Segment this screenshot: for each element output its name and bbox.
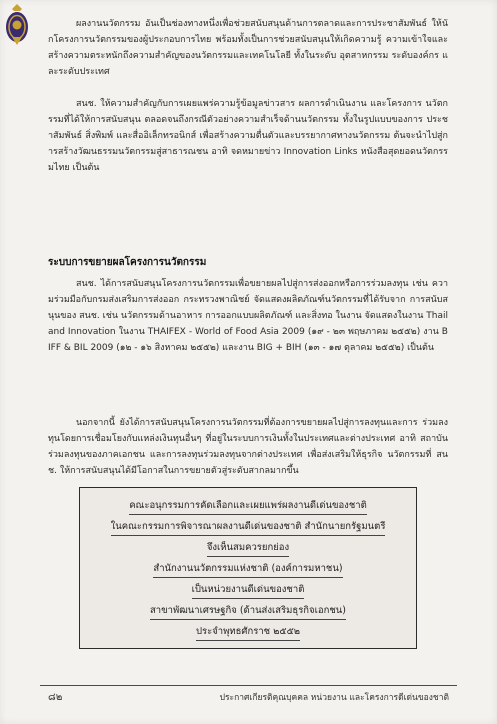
citation-line: คณะอนุกรรมการคัดเลือกและเผยแพร่ผลงานดีเด่นของชาติ (80, 498, 416, 515)
award-citation-box (79, 487, 417, 649)
footer-divider (40, 685, 457, 686)
intro-paragraph: ผลงานนวัตกรรม อันเป็นช่องทางหนึ่งเพื่อช่วยสนับสนุนด้านการตลาดและการประชาสัมพันธ์ ให้นักโครงการนวัตกรรมของผู้ประกอบการไทย พร้อมทั้งเป็นการช่วยสนับสนุนให้เกิดความรู้ ความเข้าใจและสร้างความตระหนักถึงความสำคัญของนวัตกรรมและเทคโนโลยี ทั้งในระดับ อุตสาหกรรม ระดับองค์กร และระดับประเทศ (48, 19, 448, 77)
page-number: ๘๒ (48, 692, 63, 703)
section-heading: ระบบการขยายผลโครงการนวัตกรรม (48, 257, 207, 268)
citation-line: สำนักงานนวัตกรรมแห่งชาติ (องค์การมหาชน) (80, 561, 416, 578)
footer-title: ประกาศเกียรติคุณบุคคล หน่วยงาน และโครงการดีเด่นของชาติ (219, 693, 449, 703)
investment-paragraph: นอกจากนี้ ยังได้การสนับสนุนโครงการนวัตกรรมที่ต้องการขยายผลไปสู่การลงทุนและการ ร่วมลงทุนโดยการเชื่อมโยงกับแหล่งเงินทุนอื่นๆ ที่อยู่ในระบบการเงินทั้งในประเทศและต่างประเทศ อาทิ สถาบันร่วมลงทุนของภาคเอกชน และการลงทุนร่วมลงทุนจากต่างประเทศ เพื่อส่งเสริมให้ธุรกิจ นวัตกรรมที่ สนช. ให้การสนับสนุนได้มีโอกาสในการขยายตัวสู่ระดับสากลมากขึ้น (48, 418, 448, 476)
citation-line: เป็นหน่วยงานดีเด่นของชาติ (80, 582, 416, 599)
citation-line: สาขาพัฒนาเศรษฐกิจ (ด้านส่งเสริมธุรกิจเอกชน) (80, 603, 416, 620)
citation-line: ประจำพุทธศักราช ๒๕๕๒ (80, 624, 416, 641)
seal-icon (3, 3, 31, 47)
citation-line: ในคณะกรรมการพิจารณาผลงานดีเด่นของชาติ สำนักนายกรัฐมนตรี (80, 519, 416, 536)
publicity-paragraph: สนช. ให้ความสำคัญกับการเผยแพร่ความรู้ข้อมูลข่าวสาร ผลการดำเนินงาน และโครงการ นวัตกรรมที่ได้ให้การสนับสนุน ตลอดจนถึงกรณีตัวอย่างความสำเร็จด้านนวัตกรรม ทั้งในรูปแบบของการ ประชาสัมพันธ์ สิ่งพิมพ์ และสื่ออิเล็กทรอนิกส์ เพื่อสร้างความตื่นตัวและบรรยากาศทางนวัตกรรม ต้นจะนำไปสู่การสร้างวัฒนธรรมนวัตกรรมสู่สาธารณชน อาทิ จดหมายข่าว Innovation Links หนังสือสุดยอดนวัตกรรมไทย เป็นต้น (48, 99, 448, 173)
citation-line: จึงเห็นสมควรยกย่อง (80, 540, 416, 557)
expansion-paragraph: สนช. ได้การสนับสนุนโครงการนวัตกรรมเพื่อขยายผลไปสู่การส่งออกหรือการร่วมลงทุน เช่น ความร่วมมือกับกรมส่งเสริมการส่งออก กระทรวงพาณิชย์ จัดแสดงผลิตภัณฑ์นวัตกรรมที่ได้รับจาก การสนับสนุนของ สนช. เช่น นวัตกรรมด้านอาหาร การออกแบบผลิตภัณฑ์ และสิ่งทอ ในงาน จัดแสดงในงาน Thailand Innovation ในงาน THAIFEX - World of Food Asia 2009 (๑๙ - ๒๓ พฤษภาคม ๒๕๕๒) งาน BIFF & BIL 2009 (๑๒ - ๑๖ สิงหาคม ๒๕๕๒) และงาน BIG + BIH (๑๓ - ๑๗ ตุลาคม ๒๕๕๒) เป็นต้น (48, 279, 448, 353)
